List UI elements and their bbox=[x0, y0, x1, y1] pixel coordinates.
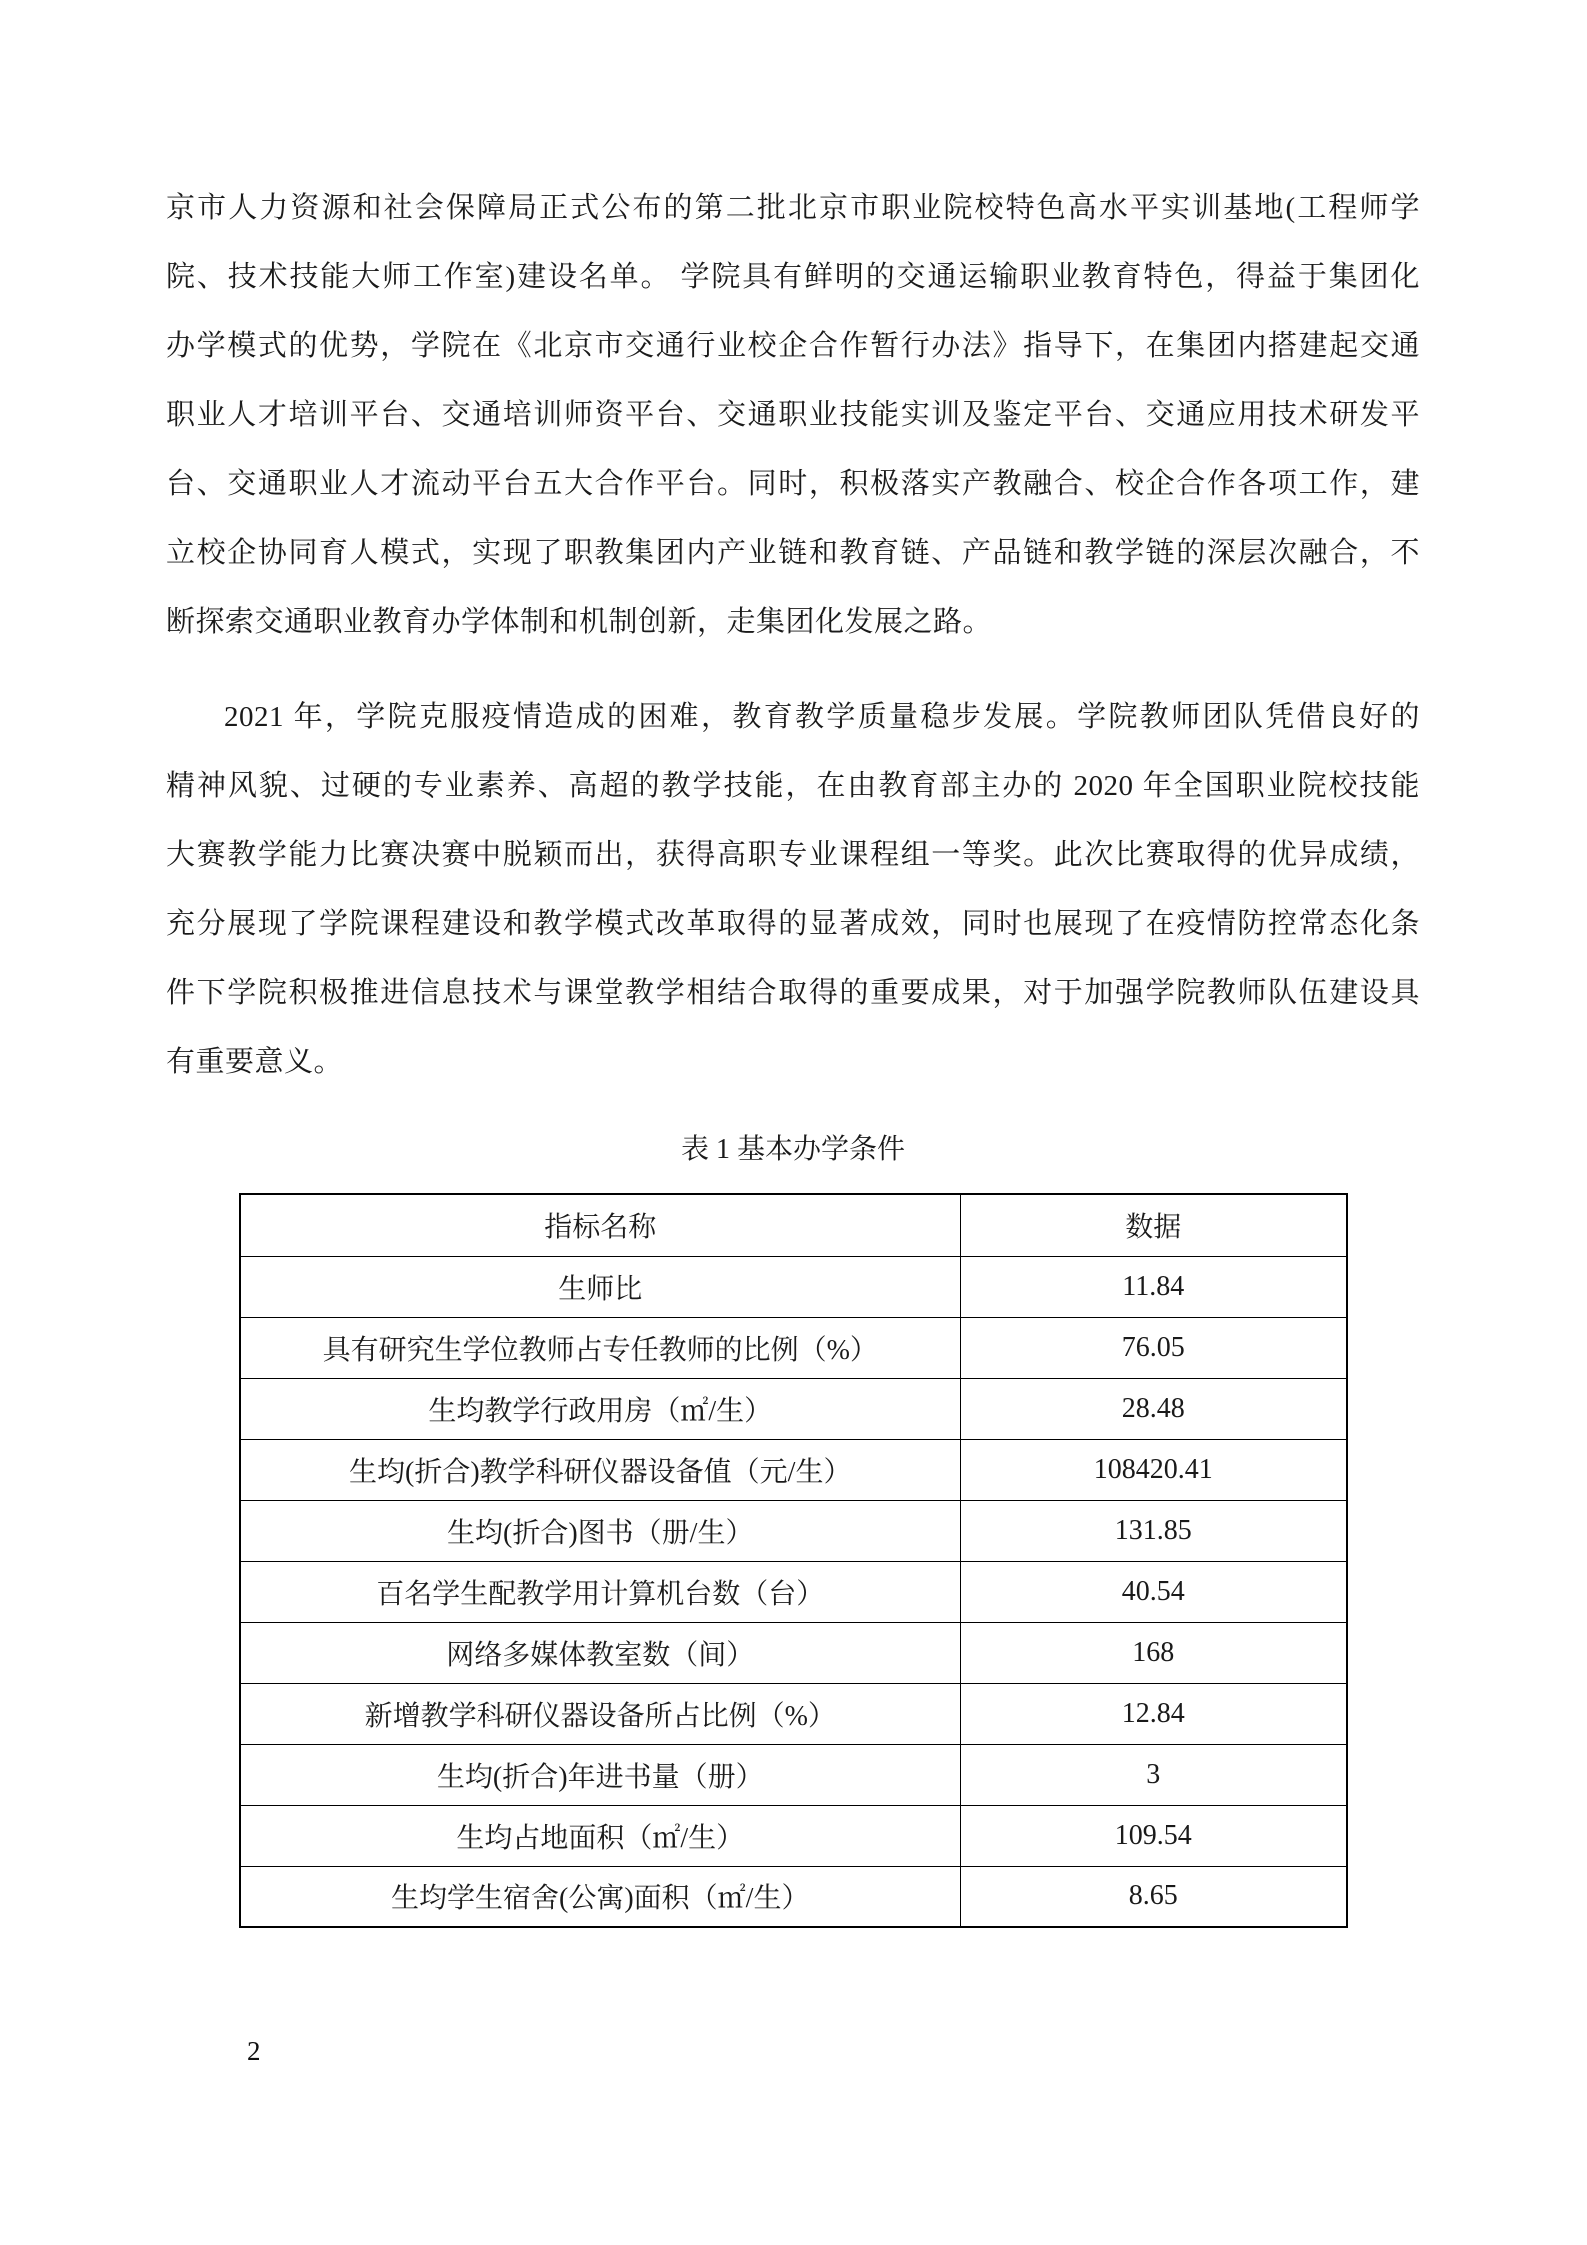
paragraph-line: 有重要意义。 bbox=[166, 1046, 344, 1078]
table-row bbox=[240, 1256, 1347, 1317]
paragraph-line: 台、交通职业人才流动平台五大合作平台。同时，积极落实产教融合、校企合作各项工作，建 bbox=[166, 468, 1420, 500]
paragraph-line: 充分展现了学院课程建设和教学模式改革取得的显著成效，同时也展现了在疫情防控常态化条 bbox=[166, 908, 1420, 940]
indicator-value-cell: 28.48 bbox=[960, 1378, 1347, 1439]
indicator-name-cell: 生均(折合)图书（册/生） bbox=[240, 1500, 960, 1561]
paragraph-line: 立校企协同育人模式，实现了职教集团内产业链和教育链、产品链和教学链的深层次融合，不 bbox=[166, 537, 1420, 569]
indicator-value-cell: 40.54 bbox=[960, 1561, 1347, 1622]
paragraph-line: 件下学院积极推进信息技术与课堂教学相结合取得的重要成果，对于加强学院教师队伍建设具 bbox=[166, 977, 1420, 1009]
indicator-name-cell: 生均学生宿舍(公寓)面积（㎡/生） bbox=[240, 1866, 960, 1927]
indicator-value-cell: 3 bbox=[960, 1744, 1347, 1805]
table-header-indicator: 指标名称 bbox=[240, 1194, 960, 1256]
indicator-value-cell: 8.65 bbox=[960, 1866, 1347, 1927]
table-caption: 表 1 基本办学条件 bbox=[680, 1134, 905, 1165]
indicator-value-cell: 11.84 bbox=[960, 1256, 1347, 1317]
indicator-name-cell: 生均(折合)教学科研仪器设备值（元/生） bbox=[240, 1439, 960, 1500]
indicator-name-cell: 具有研究生学位教师占专任教师的比例（%） bbox=[240, 1317, 960, 1378]
table-row bbox=[240, 1622, 1347, 1683]
basic-conditions-table bbox=[239, 1193, 1348, 1928]
table-row bbox=[240, 1683, 1347, 1744]
paragraph-line: 大赛教学能力比赛决赛中脱颖而出，获得高职专业课程组一等奖。此次比赛取得的优异成绩， bbox=[166, 839, 1420, 871]
table-row bbox=[240, 1500, 1347, 1561]
table-row bbox=[240, 1866, 1347, 1927]
page-number: 2 bbox=[247, 2036, 261, 2066]
indicator-name-cell: 生师比 bbox=[240, 1256, 960, 1317]
paragraph-line: 2021 年，学院克服疫情造成的困难，教育教学质量稳步发展。学院教师团队凭借良好的 bbox=[224, 701, 1420, 733]
table-header-value: 数据 bbox=[960, 1194, 1347, 1256]
table-row bbox=[240, 1378, 1347, 1439]
indicator-name-cell: 新增教学科研仪器设备所占比例（%） bbox=[240, 1683, 960, 1744]
indicator-name-cell: 网络多媒体教室数（间） bbox=[240, 1622, 960, 1683]
table-row bbox=[240, 1744, 1347, 1805]
indicator-name-cell: 生均(折合)年进书量（册） bbox=[240, 1744, 960, 1805]
indicator-value-cell: 109.54 bbox=[960, 1805, 1347, 1866]
paragraph-2 bbox=[166, 683, 1420, 1097]
indicator-value-cell: 131.85 bbox=[960, 1500, 1347, 1561]
paragraph-line: 精神风貌、过硬的专业素养、高超的教学技能，在由教育部主办的 2020 年全国职业院校技能 bbox=[166, 770, 1420, 802]
table-row bbox=[240, 1561, 1347, 1622]
indicator-name-cell: 百名学生配教学用计算机台数（台） bbox=[240, 1561, 960, 1622]
paragraph-1 bbox=[166, 174, 1420, 657]
indicator-name-cell: 生均教学行政用房（㎡/生） bbox=[240, 1378, 960, 1439]
indicator-name-cell: 生均占地面积（㎡/生） bbox=[240, 1805, 960, 1866]
paragraph-line: 京市人力资源和社会保障局正式公布的第二批北京市职业院校特色高水平实训基地(工程师学 bbox=[166, 192, 1420, 224]
basic-conditions-table-wrap bbox=[239, 1193, 1348, 1928]
table-header-row bbox=[240, 1194, 1347, 1256]
paragraph-line: 断探索交通职业教育办学体制和机制创新，走集团化发展之路。 bbox=[166, 606, 993, 638]
paragraph-line: 办学模式的优势，学院在《北京市交通行业校企合作暂行办法》指导下，在集团内搭建起交通 bbox=[166, 330, 1420, 362]
indicator-value-cell: 76.05 bbox=[960, 1317, 1347, 1378]
indicator-value-cell: 108420.41 bbox=[960, 1439, 1347, 1500]
table-row bbox=[240, 1439, 1347, 1500]
paragraph-line: 职业人才培训平台、交通培训师资平台、交通职业技能实训及鉴定平台、交通应用技术研发平 bbox=[166, 399, 1420, 431]
paragraph-line: 院、技术技能大师工作室)建设名单。 学院具有鲜明的交通运输职业教育特色，得益于集团化 bbox=[166, 261, 1420, 293]
table-row bbox=[240, 1317, 1347, 1378]
table-row bbox=[240, 1805, 1347, 1866]
indicator-value-cell: 168 bbox=[960, 1622, 1347, 1683]
indicator-value-cell: 12.84 bbox=[960, 1683, 1347, 1744]
